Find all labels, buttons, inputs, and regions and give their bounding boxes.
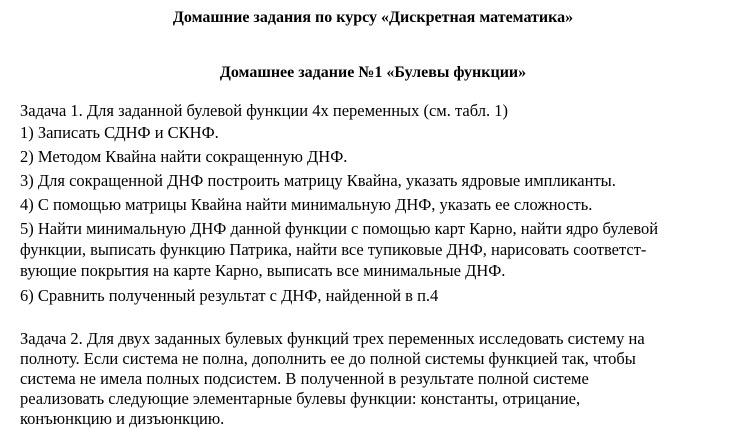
task1-item-6: 6) Сравнить полученный результат с ДНФ, найденной в п.4 bbox=[20, 286, 439, 305]
assignment-title: Домашнее задание №1 «Булевы функции» bbox=[219, 64, 527, 81]
task2-line-1: Задача 2. Для двух заданных булевых функций трех переменных исследовать систему на bbox=[20, 329, 645, 348]
course-title: Домашние задания по курсу «Дискретная математика» bbox=[172, 9, 574, 26]
task1-intro: Задача 1. Для заданной булевой функции 4х переменных (см. табл. 1) bbox=[20, 101, 508, 120]
task1-item-5-line-3: вующие покрытия на карте Карно, выписать все минимальные ДНФ. bbox=[20, 261, 506, 280]
task2-line-3: система не имела полных подсистем. В полученной в результате полной системе bbox=[20, 369, 589, 388]
task2-line-5: конъюнкцию и дизъюнкцию. bbox=[20, 409, 225, 428]
task1-item-4: 4) С помощью матрицы Квайна найти минимальную ДНФ, указать ее сложность. bbox=[20, 195, 593, 214]
task1-item-3: 3) Для сокращенной ДНФ построить матрицу Квайна, указать ядровые импликанты. bbox=[20, 171, 616, 190]
task2-line-4: реализовать следующие элементарные булевы функции: константы, отрицание, bbox=[20, 389, 581, 408]
task1-item-5-line-1: 5) Найти минимальную ДНФ данной функции с помощью карт Карно, найти ядро булевой bbox=[20, 219, 659, 238]
task1-item-2: 2) Методом Квайна найти сокращенную ДНФ. bbox=[20, 147, 348, 166]
task1-item-5-line-2: функции, выписать функцию Патрика, найти все тупиковые ДНФ, нарисовать соответст- bbox=[20, 240, 647, 259]
task2-line-2: полноту. Если система не полна, дополнить ее до полной системы функцией так, чтобы bbox=[20, 349, 636, 368]
task1-item-1: 1) Записать СДНФ и СКНФ. bbox=[20, 123, 219, 142]
